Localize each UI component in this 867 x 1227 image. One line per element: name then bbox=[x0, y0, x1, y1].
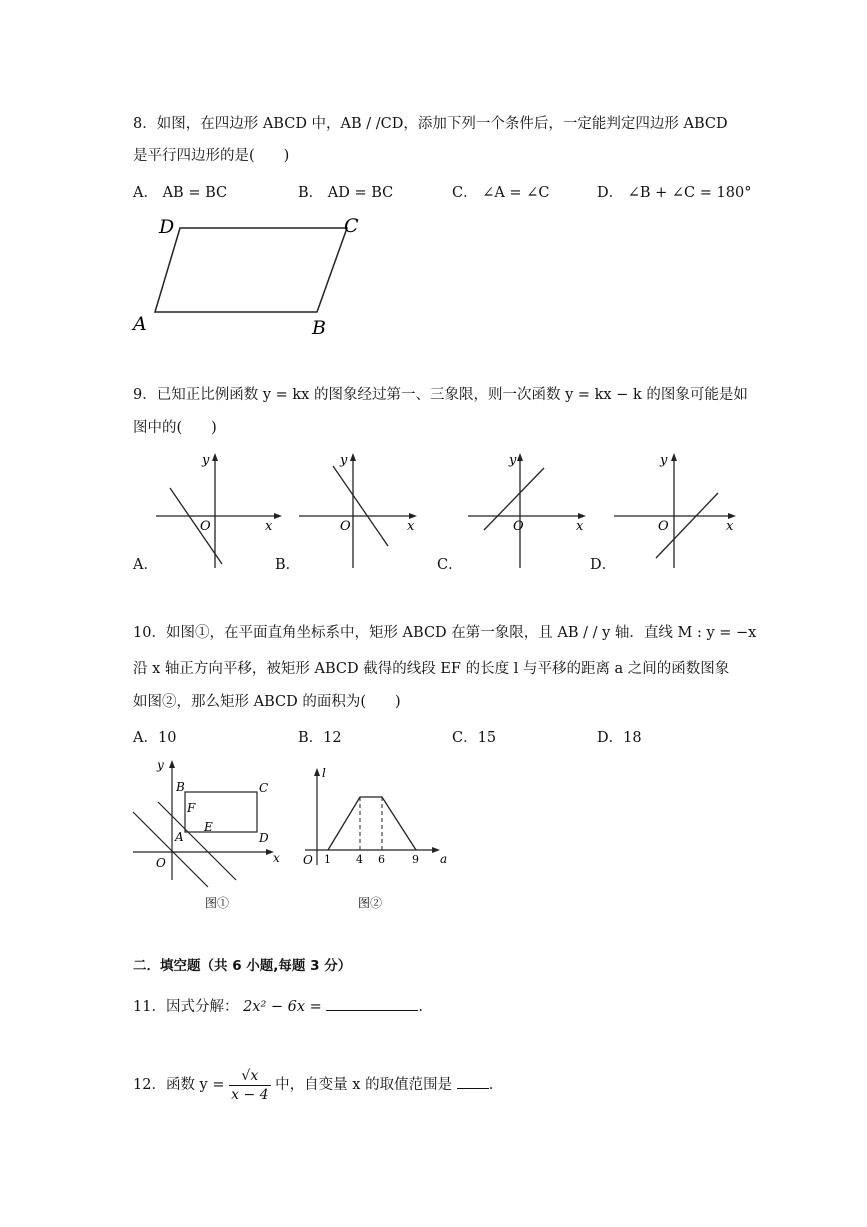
fig2-caption: 图② bbox=[358, 896, 383, 910]
fig1-caption: 图① bbox=[205, 896, 230, 910]
q12-line bbox=[133, 1062, 493, 1108]
q9-graph-c bbox=[462, 448, 602, 573]
fig1-a-label: A bbox=[175, 830, 184, 844]
vertex-b-label: B bbox=[312, 317, 326, 339]
graph-b-x-label: x bbox=[407, 519, 415, 534]
q11-expression: 2x² − 6x = bbox=[243, 999, 322, 1015]
fig1-b-label: B bbox=[176, 780, 185, 794]
q12-prefix: 12．函数 y = bbox=[133, 1077, 225, 1093]
q9-option-b[interactable]: B． bbox=[275, 557, 301, 573]
vertex-a-label: A bbox=[133, 313, 147, 335]
q8-option-a[interactable]: A． AB = BC bbox=[133, 185, 228, 201]
graph-a-y-label: y bbox=[202, 453, 210, 468]
q12-numerator: √x bbox=[229, 1067, 270, 1086]
fig2-l-label: l bbox=[322, 766, 326, 780]
q9-stem-line1: 9．已知正比例函数 y = kx 的图象经过第一、三象限，则一次函数 y = kx − k 的图象可能是如 bbox=[133, 387, 748, 403]
fig1-x-label: x bbox=[273, 851, 280, 865]
q9-graph-d bbox=[608, 448, 748, 573]
fig1-c-label: C bbox=[259, 781, 269, 795]
q10-option-c[interactable]: C．15 bbox=[452, 730, 497, 746]
graph-b-y-label: y bbox=[340, 453, 348, 468]
q9-option-d[interactable]: D． bbox=[590, 557, 617, 573]
q11-answer-blank[interactable] bbox=[326, 996, 418, 1011]
q10-stem-line1: 10．如图①，在平面直角坐标系中，矩形 ABCD 在第一象限，且 AB / / y 轴．直线 M : y = −x bbox=[133, 625, 757, 641]
section-2-heading: 二．填空题（共 6 小题,每题 3 分） bbox=[133, 958, 352, 974]
q10-option-d[interactable]: D．18 bbox=[597, 730, 642, 746]
q8-option-c[interactable]: C． ∠A = ∠C bbox=[452, 185, 550, 201]
graph-b-origin-label: O bbox=[340, 519, 351, 534]
q8-option-b[interactable]: B． AD = BC bbox=[298, 185, 394, 201]
vertex-d-label: D bbox=[159, 216, 175, 238]
q8-stem-line2: 是平行四边形的是( ) bbox=[133, 148, 290, 164]
fig1-y-label: y bbox=[157, 758, 164, 772]
q9-graph-b bbox=[293, 448, 433, 573]
fig1-origin-label: O bbox=[156, 856, 166, 870]
q10-figure-2 bbox=[295, 760, 465, 880]
q9-graph-a bbox=[150, 448, 290, 573]
fig1-d-label: D bbox=[259, 831, 269, 845]
fig2-origin-label: O bbox=[303, 853, 313, 867]
fig1-e-label: E bbox=[204, 820, 213, 834]
q10-stem-line2: 沿 x 轴正方向平移，被矩形 ABCD 截得的线段 EF 的长度 l 与平移的距离 a 之间的函数图象 bbox=[133, 661, 730, 677]
fig2-tick-1: 1 bbox=[324, 853, 331, 866]
fig2-tick-4: 4 bbox=[356, 853, 363, 866]
q12-denominator: x − 4 bbox=[231, 1086, 269, 1103]
graph-c-y-label: y bbox=[509, 453, 517, 468]
fig1-f-label: F bbox=[187, 801, 196, 815]
q10-option-b[interactable]: B．12 bbox=[298, 730, 342, 746]
graph-a-origin-label: O bbox=[200, 519, 211, 534]
fig2-a-label: a bbox=[440, 852, 448, 866]
graph-d-y-label: y bbox=[660, 453, 668, 468]
parallelogram-figure bbox=[125, 210, 375, 340]
q12-fraction bbox=[229, 1067, 270, 1104]
graph-d-x-label: x bbox=[726, 519, 734, 534]
graph-d-origin-label: O bbox=[658, 519, 669, 534]
q9-option-c[interactable]: C． bbox=[437, 557, 463, 573]
graph-c-origin-label: O bbox=[513, 519, 524, 534]
fig2-tick-6: 6 bbox=[378, 853, 385, 866]
q12-end: . bbox=[488, 1077, 494, 1093]
q11-line bbox=[133, 996, 423, 1017]
q10-option-a[interactable]: A．10 bbox=[133, 730, 177, 746]
q10-figure-1 bbox=[128, 755, 288, 915]
q8-stem-line1: 8．如图，在四边形 ABCD 中，AB / /CD，添加下列一个条件后，一定能判定四边形 ABCD bbox=[133, 116, 728, 132]
graph-c-x-label: x bbox=[576, 519, 584, 534]
q9-stem-line2: 图中的( ) bbox=[133, 420, 217, 436]
q10-stem-line3: 如图②，那么矩形 ABCD 的面积为( ) bbox=[133, 694, 401, 710]
q11-prefix: 11．因式分解： bbox=[133, 999, 239, 1015]
q11-end: . bbox=[418, 999, 424, 1015]
vertex-c-label: C bbox=[344, 215, 359, 237]
graph-a-x-label: x bbox=[265, 519, 273, 534]
q9-option-a[interactable]: A． bbox=[133, 557, 158, 573]
q12-suffix: 中，自变量 x 的取值范围是 bbox=[270, 1077, 457, 1093]
q8-option-d[interactable]: D． ∠B + ∠C = 180° bbox=[597, 185, 752, 201]
q12-answer-blank[interactable] bbox=[457, 1074, 489, 1089]
fig2-tick-9: 9 bbox=[412, 853, 419, 866]
